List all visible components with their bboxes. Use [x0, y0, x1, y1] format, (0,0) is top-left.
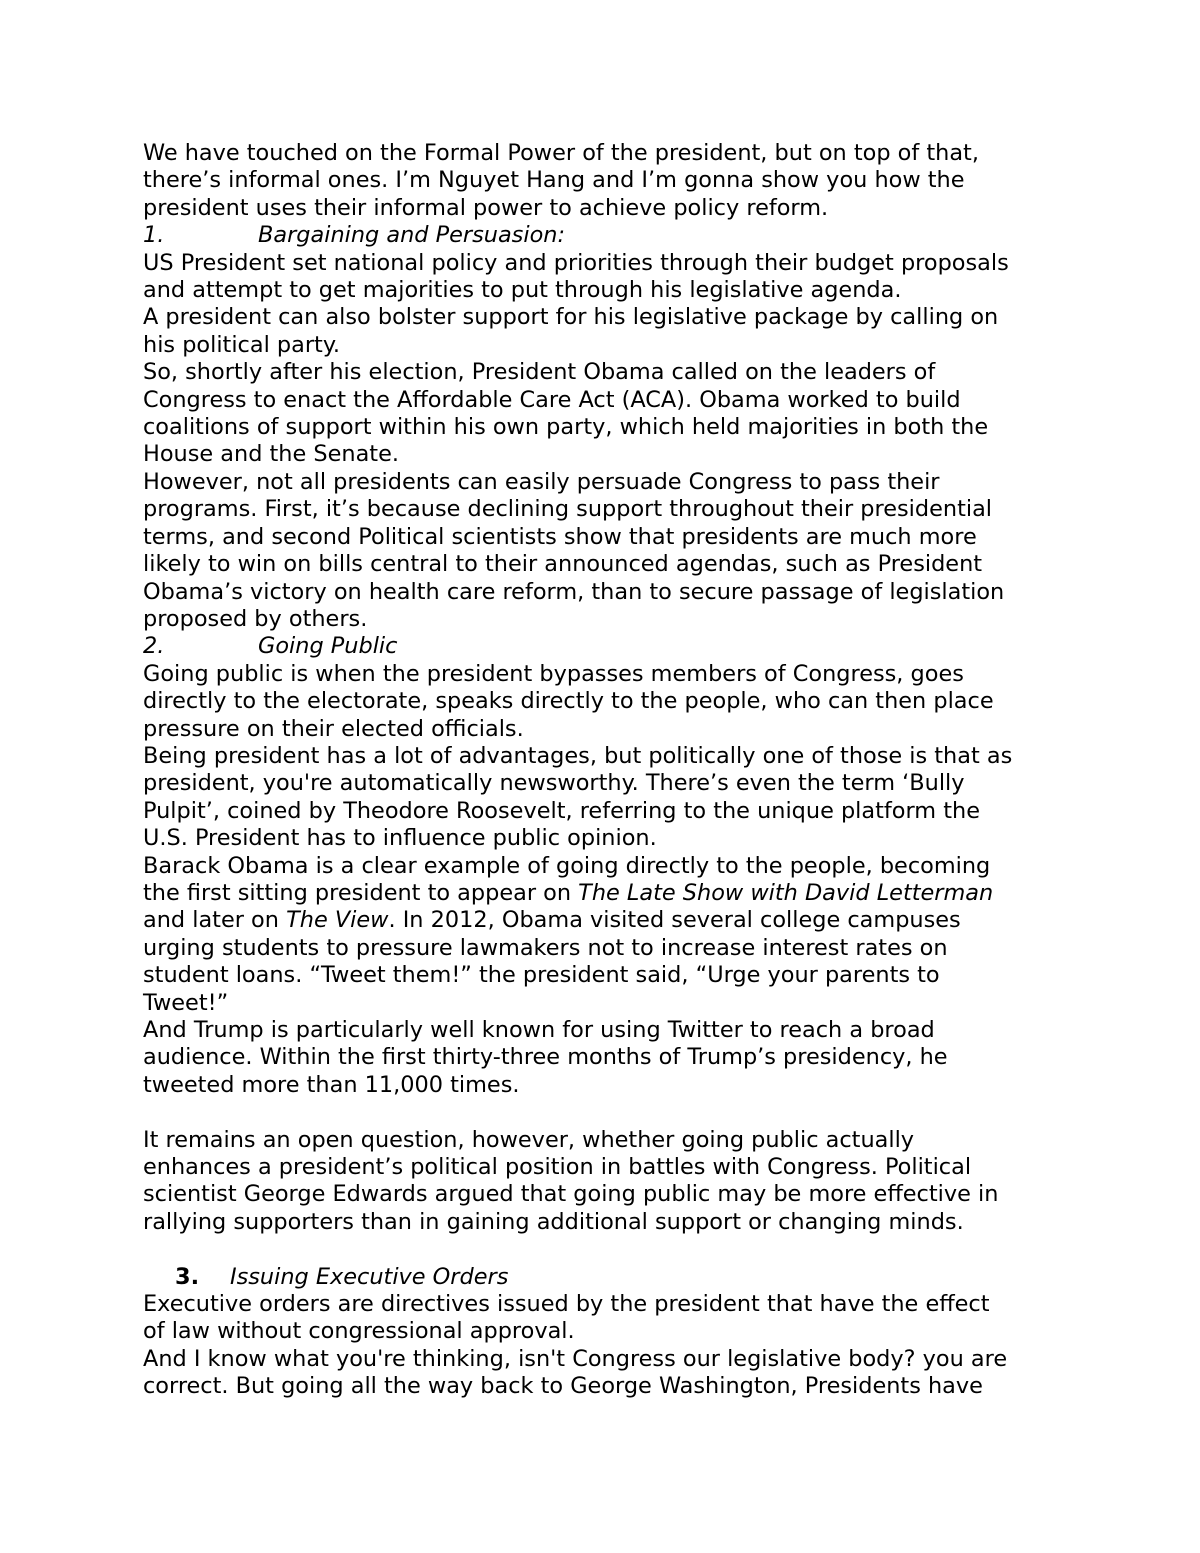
body-line: student loans. “Tweet them!” the president said, “Urge your parents to [143, 962, 940, 989]
body-line: So, shortly after his election, President Obama called on the leaders of [143, 359, 936, 386]
body-line: US President set national policy and priorities through their budget proposals [143, 249, 1009, 276]
text-run: and later on [143, 907, 287, 934]
body-line: likely to win on bills central to their announced agendas, such as President [143, 551, 983, 578]
body-line: Pulpit’, coined by Theodore Roosevelt, referring to the unique platform the [143, 797, 980, 824]
body-line: rallying supporters than in gaining additional support or changing minds. [143, 1208, 964, 1235]
body-line [143, 880, 1073, 907]
body-line: Executive orders are directives issued by the president that have the effect [143, 1291, 990, 1318]
intro-line: there’s informal ones. I’m Nguyet Hang and I’m gonna show you how the [143, 167, 965, 194]
body-line: audience. Within the first thirty-three months of Trump’s presidency, he [143, 1044, 948, 1071]
blank-line [143, 1236, 1073, 1263]
body-line: and attempt to get majorities to put through his legislative agenda. [143, 277, 902, 304]
document-body [143, 140, 1073, 1401]
body-line: Congress to enact the Affordable Care Act (ACA). Obama worked to build [143, 386, 961, 413]
body-line [143, 907, 1073, 934]
intro-line: We have touched on the Formal Power of the president, but on top of that, [143, 140, 979, 166]
body-line: pressure on their elected officials. [143, 715, 524, 742]
body-line: Obama’s victory on health care reform, than to secure passage of legislation [143, 578, 1005, 605]
heading-title: Issuing Executive Orders [230, 1263, 509, 1290]
body-line: urging students to pressure lawmakers not to increase interest rates on [143, 934, 948, 961]
body-line: his political party. [143, 331, 341, 358]
section-heading-going-public [143, 633, 1073, 660]
body-line: Barack Obama is a clear example of going directly to the people, becoming [143, 852, 991, 879]
body-line: Going public is when the president bypasses members of Congress, goes [143, 660, 964, 687]
show-title-late-show: The Late Show with David Letterman [578, 879, 994, 906]
body-line: tweeted more than 11,000 times. [143, 1071, 520, 1098]
heading-number: 2. [143, 633, 165, 660]
text-run: the first sitting president to appear on [143, 879, 579, 906]
blank-line [143, 1099, 1073, 1126]
body-line: House and the Senate. [143, 441, 399, 468]
section-heading-executive-orders [143, 1264, 1073, 1291]
body-line: of law without congressional approval. [143, 1318, 575, 1345]
body-line: Being president has a lot of advantages, but politically one of those is that as [143, 742, 1013, 769]
body-line: scientist George Edwards argued that going public may be more effective in [143, 1181, 999, 1208]
text-run: . In 2012, Obama visited several college campuses [388, 907, 961, 934]
body-line: And I know what you're thinking, isn't Congress our legislative body? you are [143, 1345, 1008, 1372]
heading-number: 1. [143, 222, 165, 249]
heading-number: 3. [175, 1263, 200, 1290]
body-line: enhances a president’s political position in battles with Congress. Political [143, 1154, 972, 1181]
body-line: terms, and second Political scientists show that presidents are much more [143, 523, 977, 550]
show-title-the-view: The View [286, 907, 389, 934]
body-line: And Trump is particularly well known for using Twitter to reach a broad [143, 1017, 935, 1043]
heading-title: Bargaining and Persuasion: [258, 222, 565, 249]
section-heading-bargaining [143, 222, 1073, 249]
body-line: directly to the electorate, speaks directly to the people, who can then place [143, 688, 994, 715]
body-line: However, not all presidents can easily persuade Congress to pass their [143, 468, 940, 495]
body-line: A president can also bolster support for his legislative package by calling on [143, 304, 999, 331]
body-line: proposed by others. [143, 605, 368, 632]
body-line: programs. First, it’s because declining support throughout their presidential [143, 496, 993, 523]
body-line: correct. But going all the way back to George Washington, Presidents have [143, 1373, 983, 1400]
intro-line: president uses their informal power to achieve policy reform. [143, 194, 829, 221]
body-line: It remains an open question, however, whether going public actually [143, 1126, 915, 1153]
body-line: coalitions of support within his own party, which held majorities in both the [143, 414, 989, 441]
body-line: Tweet!” [143, 989, 229, 1016]
heading-title: Going Public [258, 633, 398, 660]
body-line: U.S. President has to influence public opinion. [143, 825, 657, 852]
body-line: president, you're automatically newsworthy. There’s even the term ‘Bully [143, 770, 965, 797]
